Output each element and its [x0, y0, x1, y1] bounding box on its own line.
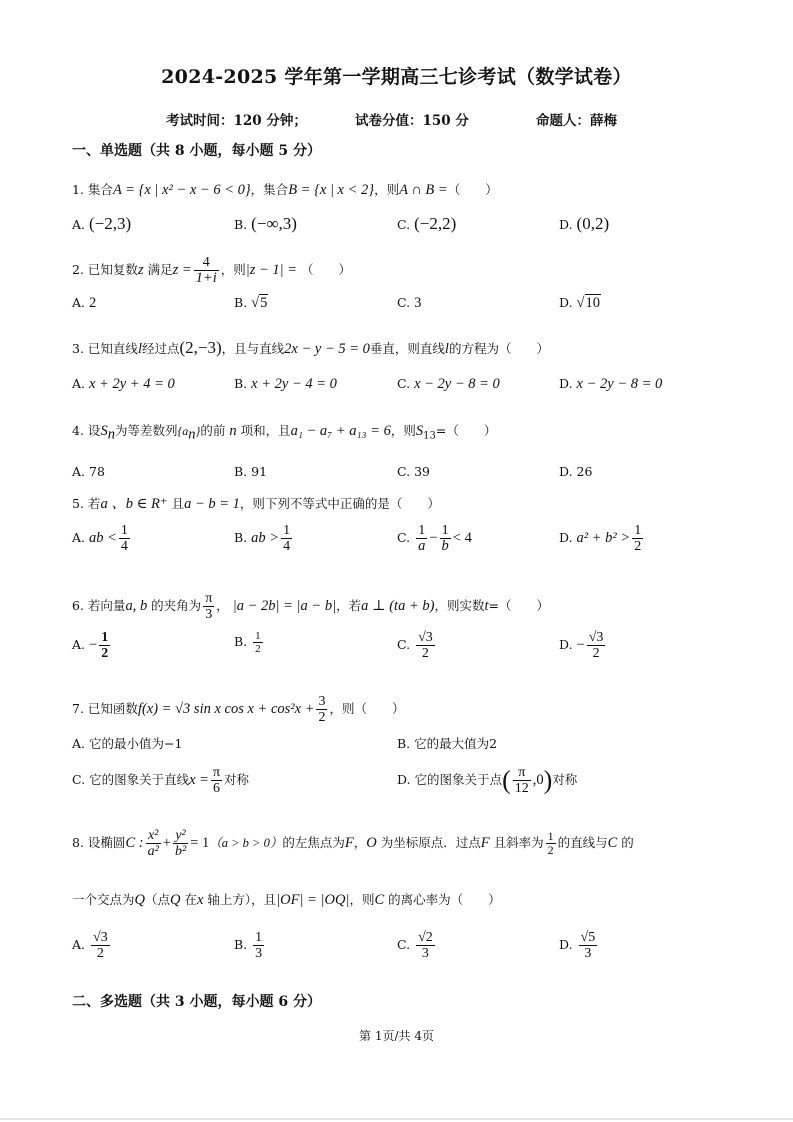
page-title: 2024-2025 学年第一学期高三七诊考试（数学试卷）	[161, 66, 632, 88]
q7-option-b: B. 它的最大值为2	[397, 736, 498, 751]
expression: A ∩ B =	[399, 182, 448, 198]
line-equation: 2x − y − 5 = 0	[284, 341, 370, 357]
q1-option-a: A. (−2,3)	[72, 214, 132, 233]
page-number: 第 1页/共 4页	[359, 1029, 434, 1043]
function: f(x) = √3 sin x cos x + cos²x +	[137, 701, 315, 717]
q4-option-c: C. 39	[397, 464, 430, 479]
q5-option-c: C. $\frac{1}{a}$ − $\frac{1}{b}$ < 4	[397, 523, 472, 554]
q7-option-d: D. 它的图象关于点( $\frac{\pi}{12}$ ,0)对称	[397, 765, 578, 796]
q5-option-b: B. ab > $\frac{1}{4}$	[234, 523, 291, 554]
q3-option-c: C. x − 2y − 8 = 0	[397, 376, 500, 392]
q2-option-d: D. √10	[559, 295, 601, 311]
point: (2,−3)	[179, 338, 222, 357]
exam-score: 试卷分值：150 分	[355, 113, 469, 129]
question-3: 3. 已知直线l经过点(2,−3)，且与直线2x − y − 5 = 0垂直，则直线l的方程为（ ）	[72, 338, 549, 357]
question-8: 8. 设椭圆C : $\frac{\text{x²}}{\text{a²}}$ + $\frac{\text{y²}}{\text{b²}}$ = 1（a > b > 0）的左焦点为F，O 为坐标原点．过点F 且斜率为 $\frac{1}{2}$ 的直线与C 的	[72, 828, 634, 859]
q1-option-b: B. (−∞,3)	[234, 214, 297, 233]
question-1: 1. 集合A = {x | x² − x − 6 < 0}，集合B = {x | x < 2}，则A ∩ B =（ ）	[72, 182, 498, 198]
perpendicular: a ⊥ (ta + b)	[361, 598, 435, 614]
q3-option-d: D. x − 2y − 8 = 0	[559, 376, 663, 392]
q4-option-a: A. 78	[72, 464, 105, 479]
q6-option-a: A. − $\frac{1}{2}$	[72, 630, 109, 661]
q8-option-a: A. $\frac{√3}{2}$	[72, 930, 108, 961]
condition: a₁ − a₇ + a₁₃ = 6	[290, 423, 391, 439]
q6-option-d: D. − $\frac{√3}{2}$	[559, 630, 604, 661]
q5-option-d: D. a² + b² > $\frac{1}{2}$	[559, 523, 642, 554]
section-multiple-choice: 二、多选题（共 3 小题，每小题 6 分）	[72, 994, 321, 1010]
condition: |OF| = |OQ|	[276, 892, 350, 908]
question-6: 6. 若向量a, b 的夹角为 $\frac{\pi}{3}$ ， |a − 2b| = |a − b|，若a ⊥ (ta + b)，则实数t=（ ）	[72, 591, 549, 622]
condition: a − b = 1	[184, 496, 240, 512]
q1-option-d: D. (0,2)	[559, 214, 610, 233]
page-divider	[0, 1118, 793, 1120]
q1-option-c: C. (−2,2)	[397, 214, 457, 233]
exam-time: 考试时间：120 分钟；	[166, 113, 307, 129]
question-8-line-2: 一个交点为Q（点Q 在x 轴上方），且|OF| = |OQ|，则C 的离心率为（ ）	[72, 892, 501, 908]
q3-option-a: A. x + 2y + 4 = 0	[72, 376, 175, 392]
q3-option-b: B. x + 2y − 4 = 0	[234, 376, 337, 392]
q4-option-d: D. 26	[559, 464, 593, 479]
condition: |a − 2b| = |a − b|	[232, 598, 337, 614]
q8-option-d: D. $\frac{√5}{3}$	[559, 930, 596, 961]
q8-option-c: C. $\frac{√2}{3}$	[397, 930, 433, 961]
q2-option-b: B. √5	[234, 295, 268, 311]
q2-option-a: A. 2	[72, 295, 97, 311]
q2-option-c: C. 3	[397, 295, 422, 311]
exam-author: 命题人：薛梅	[536, 113, 617, 129]
q5-option-a: A. ab < $\frac{1}{4}$	[72, 523, 128, 554]
question-5: 5. 若a 、b ∈ R⁺ 且a − b = 1，则下列不等式中正确的是（ ）	[72, 496, 440, 512]
set-a: A = {x | x² − x − 6 < 0}	[112, 182, 251, 198]
question-2: 2. 已知复数z 满足z = $\frac{4}{1+i}$ ，则|z − 1| = （ ）	[72, 255, 352, 286]
q6-option-c: C. $\frac{√3}{2}$	[397, 630, 433, 661]
q7-option-c: C. 它的图象关于直线x = $\frac{\pi}{6}$ 对称	[72, 765, 250, 796]
q8-option-b: B. $\frac{1}{3}$	[234, 930, 263, 961]
fraction: $\frac{4}{1+i}$	[195, 255, 217, 286]
question-4: 4. 设$S_n$为等差数列$\{a_n\}$的前 n 项和，且a₁ − a₇ + a₁₃ = 6，则$S_{13}=$（ ）	[72, 423, 497, 443]
expression: |z − 1| =	[245, 262, 298, 278]
set-b: B = {x | x < 2}	[288, 182, 375, 198]
q7-option-a: A. 它的最小值为−1	[72, 736, 183, 751]
vectors: a, b	[125, 598, 148, 614]
q4-option-b: B. 91	[234, 464, 268, 479]
question-7: 7. 已知函数f(x) = √3 sin x cos x + cos²x + $\frac{3}{2}$ ，则（ ）	[72, 694, 405, 725]
q6-option-b: B. $\frac{1}{2}$	[234, 630, 261, 655]
section-single-choice: 一、单选题（共 8 小题，每小题 5 分）	[72, 143, 321, 159]
